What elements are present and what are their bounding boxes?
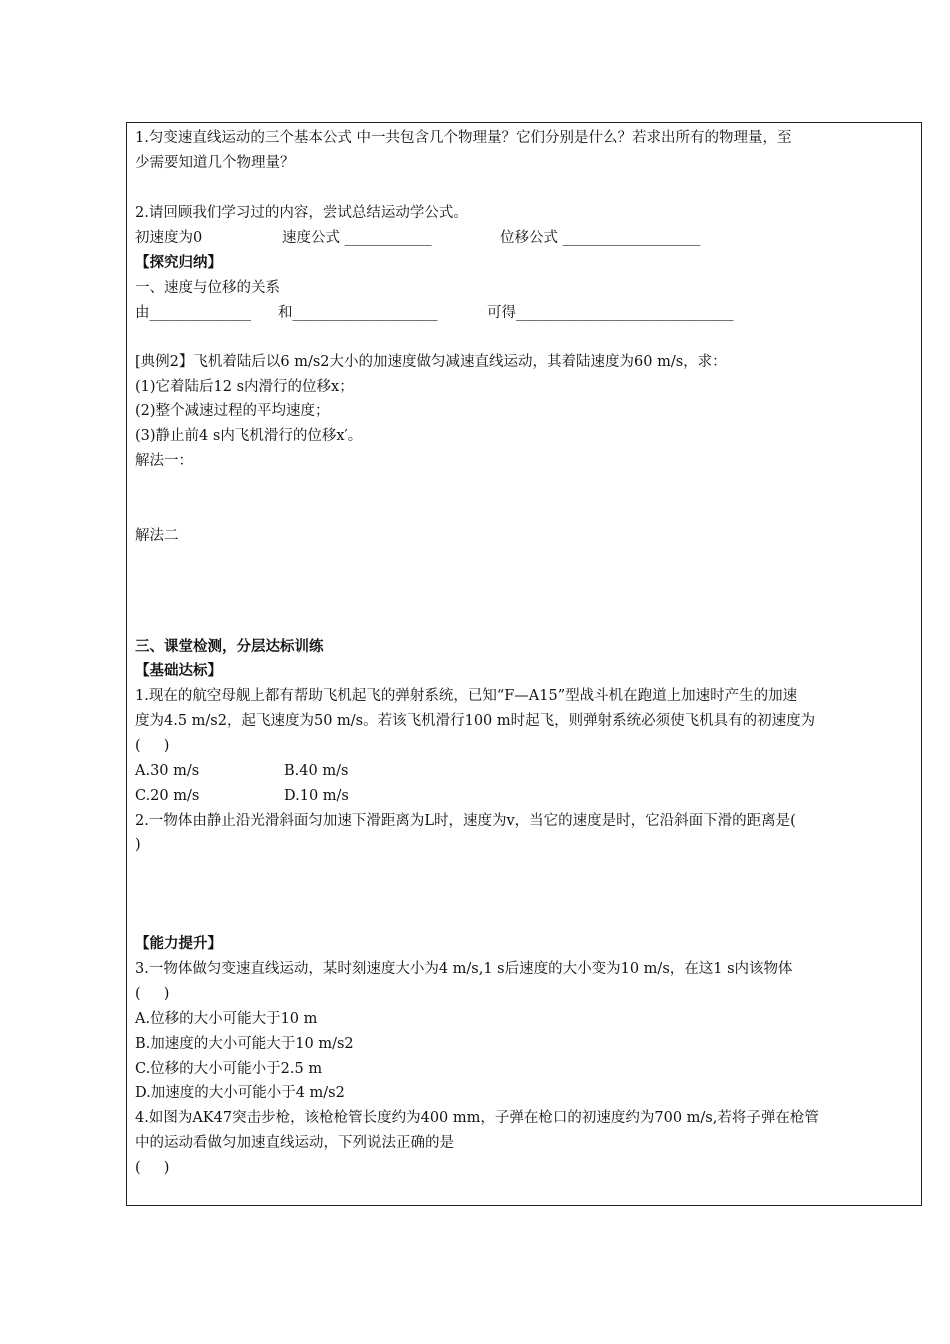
derivation-and-blank: 和____________________ xyxy=(278,305,438,321)
problem-3-option-c: C.位移的大小可能小于2.5 m xyxy=(135,1061,323,1077)
problem-1-option-c: C.20 m/s xyxy=(135,788,200,804)
problem-4-line-1: 4.如图为AK47突击步枪，该枪枪管长度约为400 mm，子弹在枪口的初速度约为700 m/s,若将子弹在枪管 xyxy=(135,1110,819,1126)
problem-1-option-b: B.40 m/s xyxy=(284,763,349,779)
problem-4-answer-blank: ( ) xyxy=(135,1160,170,1176)
example-2-problem: [典例2】飞机着陆后以6 m/s2大小的加速度做匀减速直线运动，其着陆速度为60 m/s，求： xyxy=(135,354,727,370)
ability-heading: 【能力提升】 xyxy=(135,935,222,952)
problem-1-answer-blank: ( ) xyxy=(135,738,170,754)
example-2-part-2: (2)整个减速过程的平均速度； xyxy=(135,403,330,419)
derivation-result-blank: 可得______________________________ xyxy=(487,305,734,321)
problem-3-option-a: A.位移的大小可能大于10 m xyxy=(135,1011,318,1027)
section-3-heading: 三、课堂检测，分层达标训练 xyxy=(135,638,324,655)
problem-2-line-1: 2.一物体由静止沿光滑斜面匀加速下滑距离为L时，速度为v，当它的速度是时，它沿斜面下滑的距离是( xyxy=(135,813,796,829)
derivation-from-blank: 由______________ xyxy=(135,305,251,321)
solution-method-1-label: 解法一： xyxy=(135,453,193,469)
initial-velocity-zero-label: 初速度为0 xyxy=(135,230,203,246)
example-2-part-3: (3)静止前4 s内飞机滑行的位移x′。 xyxy=(135,428,363,444)
question-1-line-1: 1.匀变速直线运动的三个基本公式 中一共包含几个物理量？它们分别是什么？若求出所有的物理量，至 xyxy=(135,130,792,146)
problem-3-option-d: D.加速度的大小可能小于4 m/s2 xyxy=(135,1085,345,1101)
velocity-formula-blank: 速度公式 ____________ xyxy=(282,230,432,246)
section-1-heading: 一、速度与位移的关系 xyxy=(135,280,280,296)
problem-1-option-d: D.10 m/s xyxy=(284,788,349,804)
example-2-part-1: (1)它着陆后12 s内滑行的位移x； xyxy=(135,379,354,395)
basic-level-heading: 【基础达标】 xyxy=(135,662,222,679)
problem-1-line-2: 度为4.5 m/s2，起飞速度为50 m/s。若该飞机滑行100 m时起飞，则弹射系统必须使飞机具有的初速度为 xyxy=(135,713,816,729)
problem-1-option-a: A.30 m/s xyxy=(135,763,200,779)
problem-3-option-b: B.加速度的大小可能大于10 m/s2 xyxy=(135,1036,354,1052)
explore-summary-heading: 【探究归纳】 xyxy=(135,254,222,271)
problem-3-line-1: 3.一物体做匀变速直线运动，某时刻速度大小为4 m/s,1 s后速度的大小变为10 m/s，在这1 s内该物体 xyxy=(135,961,793,977)
problem-2-line-2: ) xyxy=(135,837,141,853)
question-2-line: 2.请回顾我们学习过的内容，尝试总结运动学公式。 xyxy=(135,205,468,221)
problem-1-line-1: 1.现在的航空母舰上都有帮助飞机起飞的弹射系统，已知“F—A15”型战斗机在跑道上加速时产生的加速 xyxy=(135,688,798,704)
problem-3-answer-blank: ( ) xyxy=(135,986,170,1002)
solution-method-2-label: 解法二 xyxy=(135,528,179,544)
displacement-formula-blank: 位移公式 ___________________ xyxy=(500,230,701,246)
question-1-line-2: 少需要知道几个物理量？ xyxy=(135,155,295,171)
problem-4-line-2: 中的运动看做匀加速直线运动，下列说法正确的是 xyxy=(135,1135,454,1151)
